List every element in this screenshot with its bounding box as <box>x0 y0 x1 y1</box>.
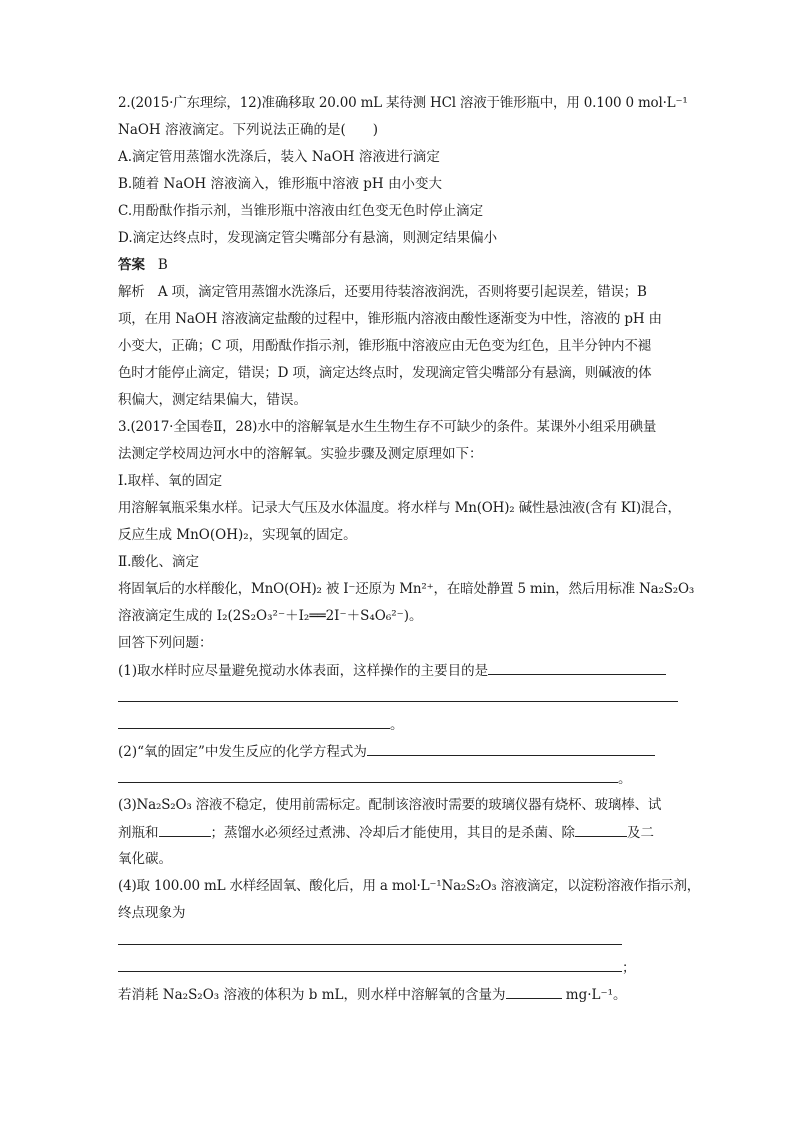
answer-label: 答案 <box>118 257 145 273</box>
sub1-period: 。 <box>390 717 404 733</box>
sub4-semicolon: ； <box>622 960 636 976</box>
q3-step1-text1: 用溶解氧瓶采集水样。记录大气压及水体温度。将水样与 Mn(OH)₂ 碱性悬浊液(含有 KI)混合， <box>118 500 681 516</box>
q3-sub3-line2 <box>118 819 678 846</box>
q2-stem-line1: 2.(2015·广东理综，12)准确移取 20.00 mL 某待测 HCl 溶液于锥形瓶中，用 0.100 0 mol·L⁻¹ <box>118 95 688 111</box>
sub4-answer-blank-2[interactable] <box>118 954 622 972</box>
q2-analysis-line4: 色时才能停止滴定，错误；D 项，滴定达终点时，发现滴定管尖嘴部分有悬滴，则碱液的体 <box>118 365 652 381</box>
q2-analysis-line3: 小变大，正确；C 项，用酚酞作指示剂，锥形瓶中溶液应由无色变为红色，且半分钟内不褪 <box>118 338 651 354</box>
sub3-answer-blank-2[interactable] <box>575 819 627 837</box>
q3-sub4-line1: (4)取 100.00 mL 水样经固氧、酸化后，用 a mol·L⁻¹Na₂S₂O₃ 溶液滴定，以淀粉溶液作指示剂， <box>118 878 701 894</box>
q3-step2-text2: 溶液滴定生成的 I₂(2S₂O₃²⁻＋I₂══2I⁻＋S₄O₆²⁻)。 <box>118 608 423 624</box>
sub1-answer-line2 <box>118 684 678 711</box>
sub3-text-b: ；蒸馏水必须经过煮沸、冷却后才能使用，其目的是杀菌、除 <box>210 825 575 841</box>
sub4-text-b: mg·L⁻¹。 <box>561 987 627 1003</box>
sub4-answer-blank-3[interactable] <box>506 981 562 999</box>
q2-analysis-line1: 解析 A 项，滴定管用蒸馏水洗涤后，还要用待装溶液润洗，否则将要引起误差，错误；B <box>118 284 647 300</box>
sub4-answer-blank-1[interactable] <box>118 927 622 945</box>
sub4-answer-line1 <box>118 927 678 954</box>
q2-option-b: B.随着 NaOH 溶液滴入，锥形瓶中溶液 pH 由小变大 <box>118 176 442 192</box>
q3-step2-text1: 将固氧后的水样酸化，MnO(OH)₂ 被 I⁻还原为 Mn²⁺，在暗处静置 5 min，然后用标准 Na₂S₂O₃ <box>118 581 695 597</box>
q2-option-c: C.用酚酞作指示剂，当锥形瓶中溶液由红色变无色时停止滴定 <box>118 203 484 219</box>
sub3-text-a: 剂瓶和 <box>118 825 159 841</box>
sub2-text: (2)“氧的固定”中发生反应的化学方程式为 <box>118 744 367 760</box>
q2-analysis-line2: 项，在用 NaOH 溶液滴定盐酸的过程中，锥形瓶内溶液由酸性逐渐变为中性，溶液的 pH 由 <box>118 311 662 327</box>
q2-analysis-line5: 积偏大，测定结果偏大，错误。 <box>118 392 307 408</box>
sub2-answer-blank[interactable] <box>367 738 655 756</box>
answer-value: B <box>157 257 168 273</box>
q2-stem-line2: NaOH 溶液滴定。下列说法正确的是( ) <box>118 122 379 138</box>
sub2-period: 。 <box>618 771 632 787</box>
sub1-text: (1)取水样时应尽量避免搅动水体表面，这样操作的主要目的是 <box>118 663 489 679</box>
q3-sub1 <box>118 657 678 684</box>
q3-intro-line2: 法测定学校周边河水中的溶解氧。实验步骤及测定原理如下： <box>118 446 483 462</box>
sub4-text-a: 若消耗 Na₂S₂O₃ 溶液的体积为 b mL，则水样中溶解氧的含量为 <box>118 987 506 1003</box>
sub1-answer-blank-3[interactable] <box>118 711 390 729</box>
sub2-answer-blank-2[interactable] <box>118 765 618 783</box>
sub3-text-c: 及二 <box>627 825 654 841</box>
sub1-answer-blank-2[interactable] <box>118 684 678 702</box>
q2-option-a: A.滴定管用蒸馏水洗涤后，装入 NaOH 溶液进行滴定 <box>118 149 440 165</box>
q3-sub2 <box>118 738 678 765</box>
sub4-answer-line2 <box>118 954 678 981</box>
q3-sub4-line3 <box>118 981 678 1008</box>
q3-step2-title: Ⅱ.酸化、滴定 <box>118 554 199 570</box>
sub1-answer-blank[interactable] <box>488 657 666 675</box>
q3-intro-line1: 3.(2017·全国卷Ⅱ，28)水中的溶解氧是水生生物生存不可缺少的条件。某课外小组采用碘量 <box>118 419 657 435</box>
q3-step1-text2: 反应生成 MnO(OH)₂，实现氧的固定。 <box>118 527 357 543</box>
sub2-answer-line2 <box>118 765 678 792</box>
sub1-answer-line3 <box>118 711 678 738</box>
q3-sub3-line3: 氧化碳。 <box>118 851 172 867</box>
q2-option-d: D.滴定达终点时，发现滴定管尖嘴部分有悬滴，则测定结果偏小 <box>118 230 498 246</box>
document-page <box>118 90 701 1008</box>
q3-step1-title: Ⅰ.取样、氧的固定 <box>118 473 223 489</box>
q3-prompt: 回答下列问题： <box>118 635 213 651</box>
q3-sub3-line1: (3)Na₂S₂O₃ 溶液不稳定，使用前需标定。配制该溶液时需要的玻璃仪器有烧杯、玻璃棒、试 <box>118 797 662 813</box>
q3-sub4-line2: 终点现象为 <box>118 905 186 921</box>
q2-answer <box>118 252 678 279</box>
sub3-answer-blank-1[interactable] <box>159 819 211 837</box>
